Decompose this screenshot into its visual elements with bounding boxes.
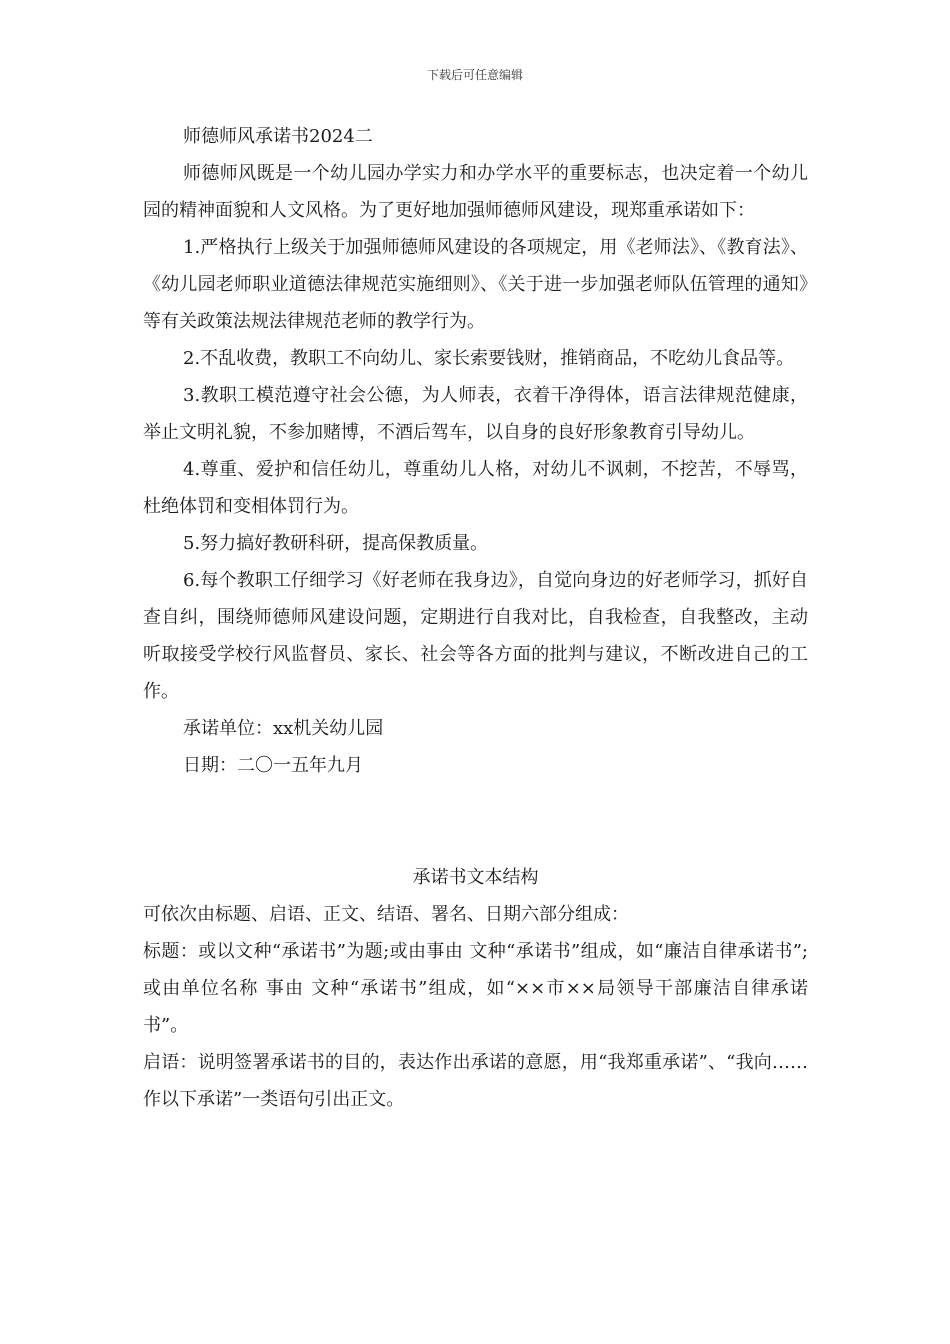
commitment-item-5: 5.努力搞好教研科研，提高保教质量。 [183,533,489,554]
commitment-item-3: 3.教职工模范遵守社会公德，为人师表，衣着干净得体，语言法律规范健康，举止文明礼貌，不参加赌博，不酒后驾车，以自身的良好形象教育引导幼儿。 [143,385,808,443]
commitment-item-1: 1.严格执行上级关于加强师德师风建设的各项规定，用《老师法》、《教育法》、《幼儿园老师职业道德法律规范实施细则》、《关于进一步加强老师队伍管理的通知》等有关政策法规法律规范老师的教学行为。 [143,237,808,332]
commitment-item-6: 6.每个教职工仔细学习《好老师在我身边》，自觉向身边的好老师学习，抓好自查自纠，围绕师德师风建设问题，定期进行自我对比，自我检查，自我整改，主动听取接受学校行风监督员、家长、社会等各方面的批判与建议，不断改进自己的工作。 [143,570,808,702]
commitment-item-2: 2.不乱收费，教职工不向幼儿、家长索要钱财，推销商品，不吃幼儿食品等。 [183,348,795,369]
intro-paragraph: 师德师风既是一个幼儿园办学实力和办学水平的重要标志，也决定着一个幼儿园的精神面貌和人文风格。为了更好地加强师德师风建设，现郑重承诺如下： [143,163,808,221]
structure-line-1: 可依次由标题、启语、正文、结语、署名、日期六部分组成： [143,904,629,925]
structure-line-2: 标题：或以文种“承诺书”为题;或由事由 文种“承诺书”组成，如“廉洁自律承诺书”;或由单位名称 事由 文种“承诺书”组成，如“××市××局领导干部廉洁自律承诺书”。 [143,941,808,1036]
header-note: 下载后可任意编辑 [426,68,523,82]
document-title: 师德师风承诺书2024二 [183,126,373,147]
document-body [143,118,808,1118]
commitment-date: 日期：二〇一五年九月 [183,755,363,776]
structure-line-3: 启语：说明签署承诺书的目的，表达作出承诺的意愿，用“我郑重承诺”、“我向……作以下承诺”一类语句引出正文。 [143,1052,808,1110]
commitment-item-4: 4.尊重、爱护和信任幼儿，尊重幼儿人格，对幼儿不讽刺，不挖苦，不辱骂，杜绝体罚和变相体罚行为。 [143,459,808,517]
section-spacer [143,784,808,859]
commitment-unit: 承诺单位：xx机关幼儿园 [183,718,384,739]
structure-title: 承诺书文本结构 [412,867,539,888]
